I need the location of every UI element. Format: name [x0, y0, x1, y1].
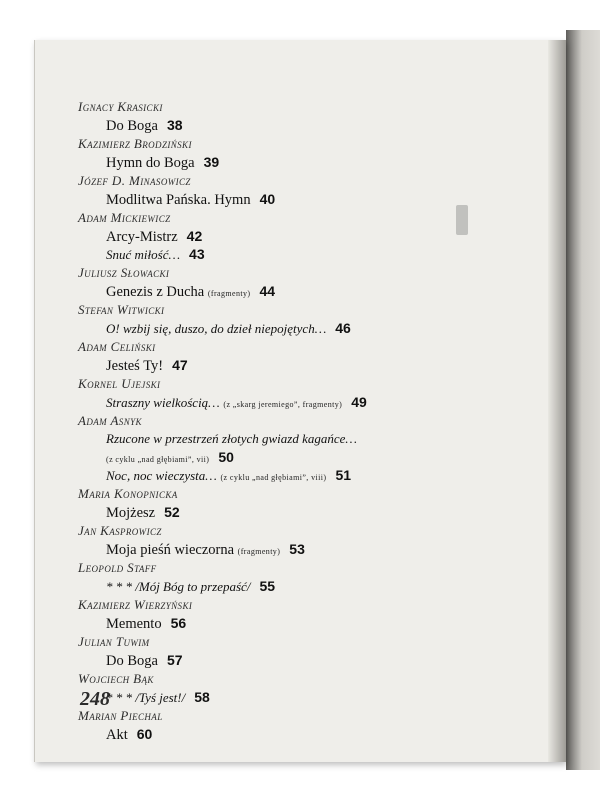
poem-note: (z cyklu „nad głębiami”, vii) [106, 455, 210, 464]
poem-note: (fragmenty) [237, 547, 281, 556]
poem-entry [78, 725, 478, 743]
poem-page-number: 56 [170, 615, 187, 631]
poem-title: O! wzbij się, duszo, do dzieł niepojętych… [106, 321, 327, 336]
table-of-contents [78, 97, 478, 743]
poem-entry [78, 651, 478, 669]
poem-entry [78, 227, 478, 245]
author-name: Marian Piechal [78, 708, 163, 723]
poem-page-number: 42 [186, 228, 203, 244]
poem-page-number: 58 [194, 689, 210, 705]
poem-title: Mojżesz [106, 505, 156, 521]
poem-entry [78, 540, 478, 558]
poem-title: Modlitwa Pańska. Hymn [106, 192, 251, 208]
poem-entry [78, 393, 478, 411]
page-number: 248 [80, 688, 110, 710]
author-name: Kazimierz Brodziński [78, 136, 192, 151]
page-gutter-shadow [548, 40, 566, 762]
poem-title: Memento [106, 616, 162, 632]
poem-title: Rzucone w przestrzeń złotych gwiazd kagańce… [106, 431, 357, 446]
poem-title: Snuć miłość… [106, 247, 181, 262]
poem-page-number: 43 [189, 246, 205, 262]
poem-entry [78, 430, 478, 448]
poem-entry [78, 153, 478, 171]
poem-title: Noc, noc wieczysta… [106, 468, 217, 483]
author-name: Juliusz Słowacki [78, 265, 170, 280]
poem-title: * * * /Mój Bóg to przepaść/ [106, 579, 251, 594]
poem-entry [78, 319, 478, 337]
poem-page-number: 55 [259, 578, 276, 594]
poem-entry [78, 503, 478, 521]
poem-entry [78, 614, 478, 632]
poem-page-number: 53 [289, 541, 305, 557]
poem-title: * * * /Tyś jest!/ [106, 690, 186, 705]
poem-entry [78, 577, 478, 595]
author-name: Kornel Ujejski [78, 376, 161, 391]
poem-entry [78, 245, 478, 263]
poem-page-number: 39 [203, 154, 220, 170]
poem-page-number: 46 [335, 320, 351, 336]
poem-title: Do Boga [106, 118, 158, 134]
poem-page-number: 57 [166, 652, 183, 668]
poem-title: Akt [106, 727, 128, 743]
author-name: Wojciech Bąk [78, 671, 154, 686]
poem-note: (fragmenty) [207, 289, 251, 298]
author-name: Julian Tuwim [78, 634, 150, 649]
poem-title: Hymn do Boga [106, 155, 195, 171]
poem-entry [78, 448, 478, 466]
author-name: Leopold Staff [78, 560, 157, 575]
author-name: Stefan Witwicki [78, 302, 165, 317]
poem-entry [78, 116, 478, 134]
poem-page-number: 49 [351, 394, 367, 410]
poem-title: Jesteś Ty! [106, 358, 164, 374]
poem-entry [78, 466, 478, 484]
poem-entry [78, 356, 478, 374]
poem-entry [78, 282, 478, 300]
poem-note: (z cyklu „nad głębiami”, viii) [220, 473, 327, 482]
author-name: Kazimierz Wierzyński [78, 597, 193, 612]
author-name: Adam Mickiewicz [78, 210, 171, 225]
poem-page-number: 38 [166, 117, 183, 133]
poem-note: (z „skarg jeremiego”, fragmenty) [223, 400, 343, 409]
author-name: Józef D. Minasowicz [78, 173, 191, 188]
poem-page-number: 50 [218, 449, 234, 465]
poem-page-number: 47 [172, 357, 188, 373]
author-name: Maria Konopnicka [78, 486, 178, 501]
poem-title: Arcy-Mistrz [106, 229, 178, 245]
poem-title: Genezis z Ducha [106, 284, 205, 300]
author-name: Adam Asnyk [78, 413, 142, 428]
poem-title: Moja pieśń wieczorna [106, 542, 235, 558]
poem-title: Straszny wielkością… [106, 395, 220, 410]
poem-page-number: 51 [335, 467, 352, 483]
author-name: Jan Kasprowicz [78, 523, 162, 538]
poem-page-number: 60 [136, 726, 153, 742]
author-name: Ignacy Krasicki [78, 99, 163, 114]
author-name: Adam Celiński [78, 339, 156, 354]
poem-page-number: 40 [259, 191, 276, 207]
facing-page-edge [566, 30, 600, 770]
poem-entry [78, 190, 478, 208]
poem-title: Do Boga [106, 653, 158, 669]
poem-entry [78, 688, 478, 706]
poem-page-number: 52 [164, 504, 180, 520]
poem-page-number: 44 [259, 283, 276, 299]
